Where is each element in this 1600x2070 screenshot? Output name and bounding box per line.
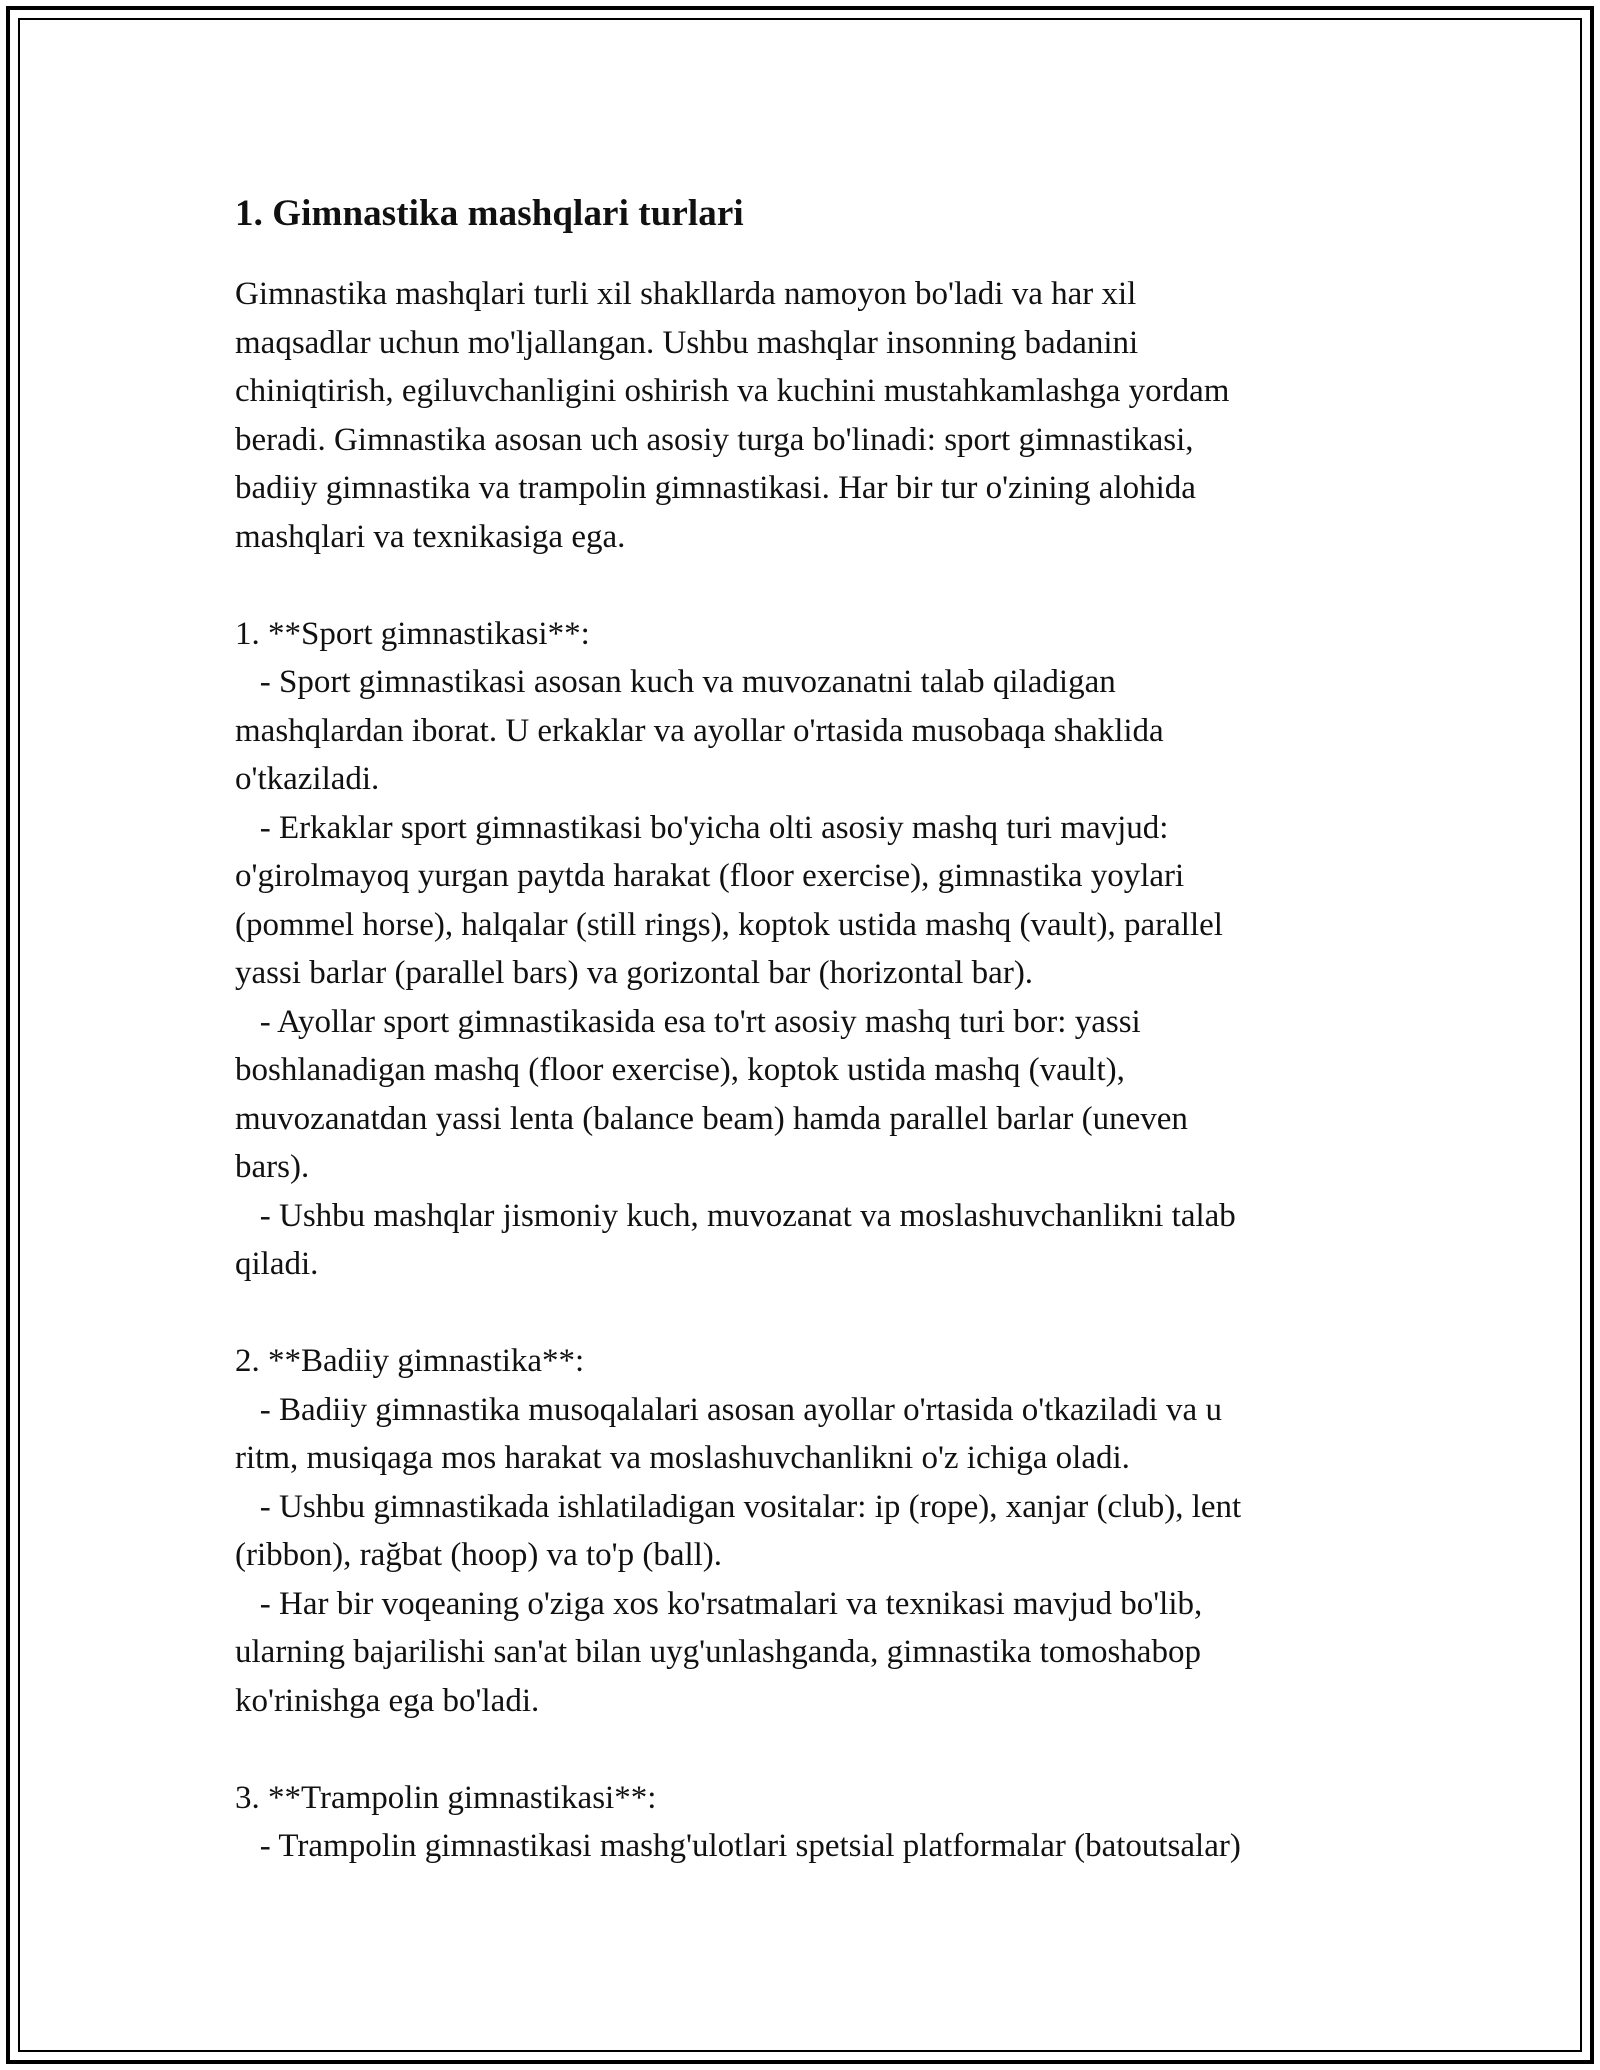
- body-text: Gimnastika mashqlari turli xil shakllarda namoyon bo'ladi va har xil maqsadlar uchun mo'ljallangan. Ushbu mashqlar insonning badanini chiniqtirish, egiluvchanligini oshirish va kuchini mustahkamlashga yordam beradi. Gimnastika asosan uch asosiy turga bo'linadi: sport gimnastikasi, badiiy gimnastika va trampolin gimnastikasi. Har bir tur o'zining alohida mashqlari va texnikasiga ega. 1. **Sport gimnastikasi**: - Sport gimnastikasi asosan kuch va muvozanatni talab qiladigan mashqlardan iborat. U erkaklar va ayollar o'rtasida musobaqa shaklida o'tkaziladi. - Erkaklar sport gimnastikasi bo'yicha olti asosiy mashq turi mavjud: o'girolmayoq yurgan paytda harakat (floor exercise), gimnastika yoylari (pommel horse), halqalar (still rings), koptok ustida mashq (vault), parallel yassi barlar (parallel bars) va gorizontal bar (horizontal bar). - Ayollar sport gimnastikasida esa to'rt asosiy mashq turi bor: yassi boshlanadigan mashq (floor exercise), koptok ustida mashq (vault), muvozanatdan yassi lenta (balance beam) hamda parallel barlar (uneven bars). - Ushbu mashqlar jismoniy kuch, muvozanat va moslashuvchanlikni talab qiladi. 2. **Badiiy gimnastika**: - Badiiy gimnastika musoqalalari asosan ayollar o'rtasida o'tkaziladi va u ritm, musiqaga mos harakat va moslashuvchanlikni o'z ichiga oladi. - Ushbu gimnastikada ishlatiladigan vositalar: ip (rope), xanjar (club), lent (ribbon), rağbat (hoop) va to'p (ball). - Har bir voqeaning o'ziga xos ko'rsatmalari va texnikasi mavjud bo'lib, ularning bajarilishi san'at bilan uyg'unlashganda, gimnastika tomoshabop ko'rinishga ega bo'ladi. 3. **Trampolin gimnastikasi**: - Trampolin gimnastikasi mashg'ulotlari spetsial platformalar (batoutsalar): [235, 276, 1242, 1864]
- page-title: 1. Gimnastika mashqlari turlari: [235, 193, 744, 234]
- document-content: [235, 190, 1385, 1871]
